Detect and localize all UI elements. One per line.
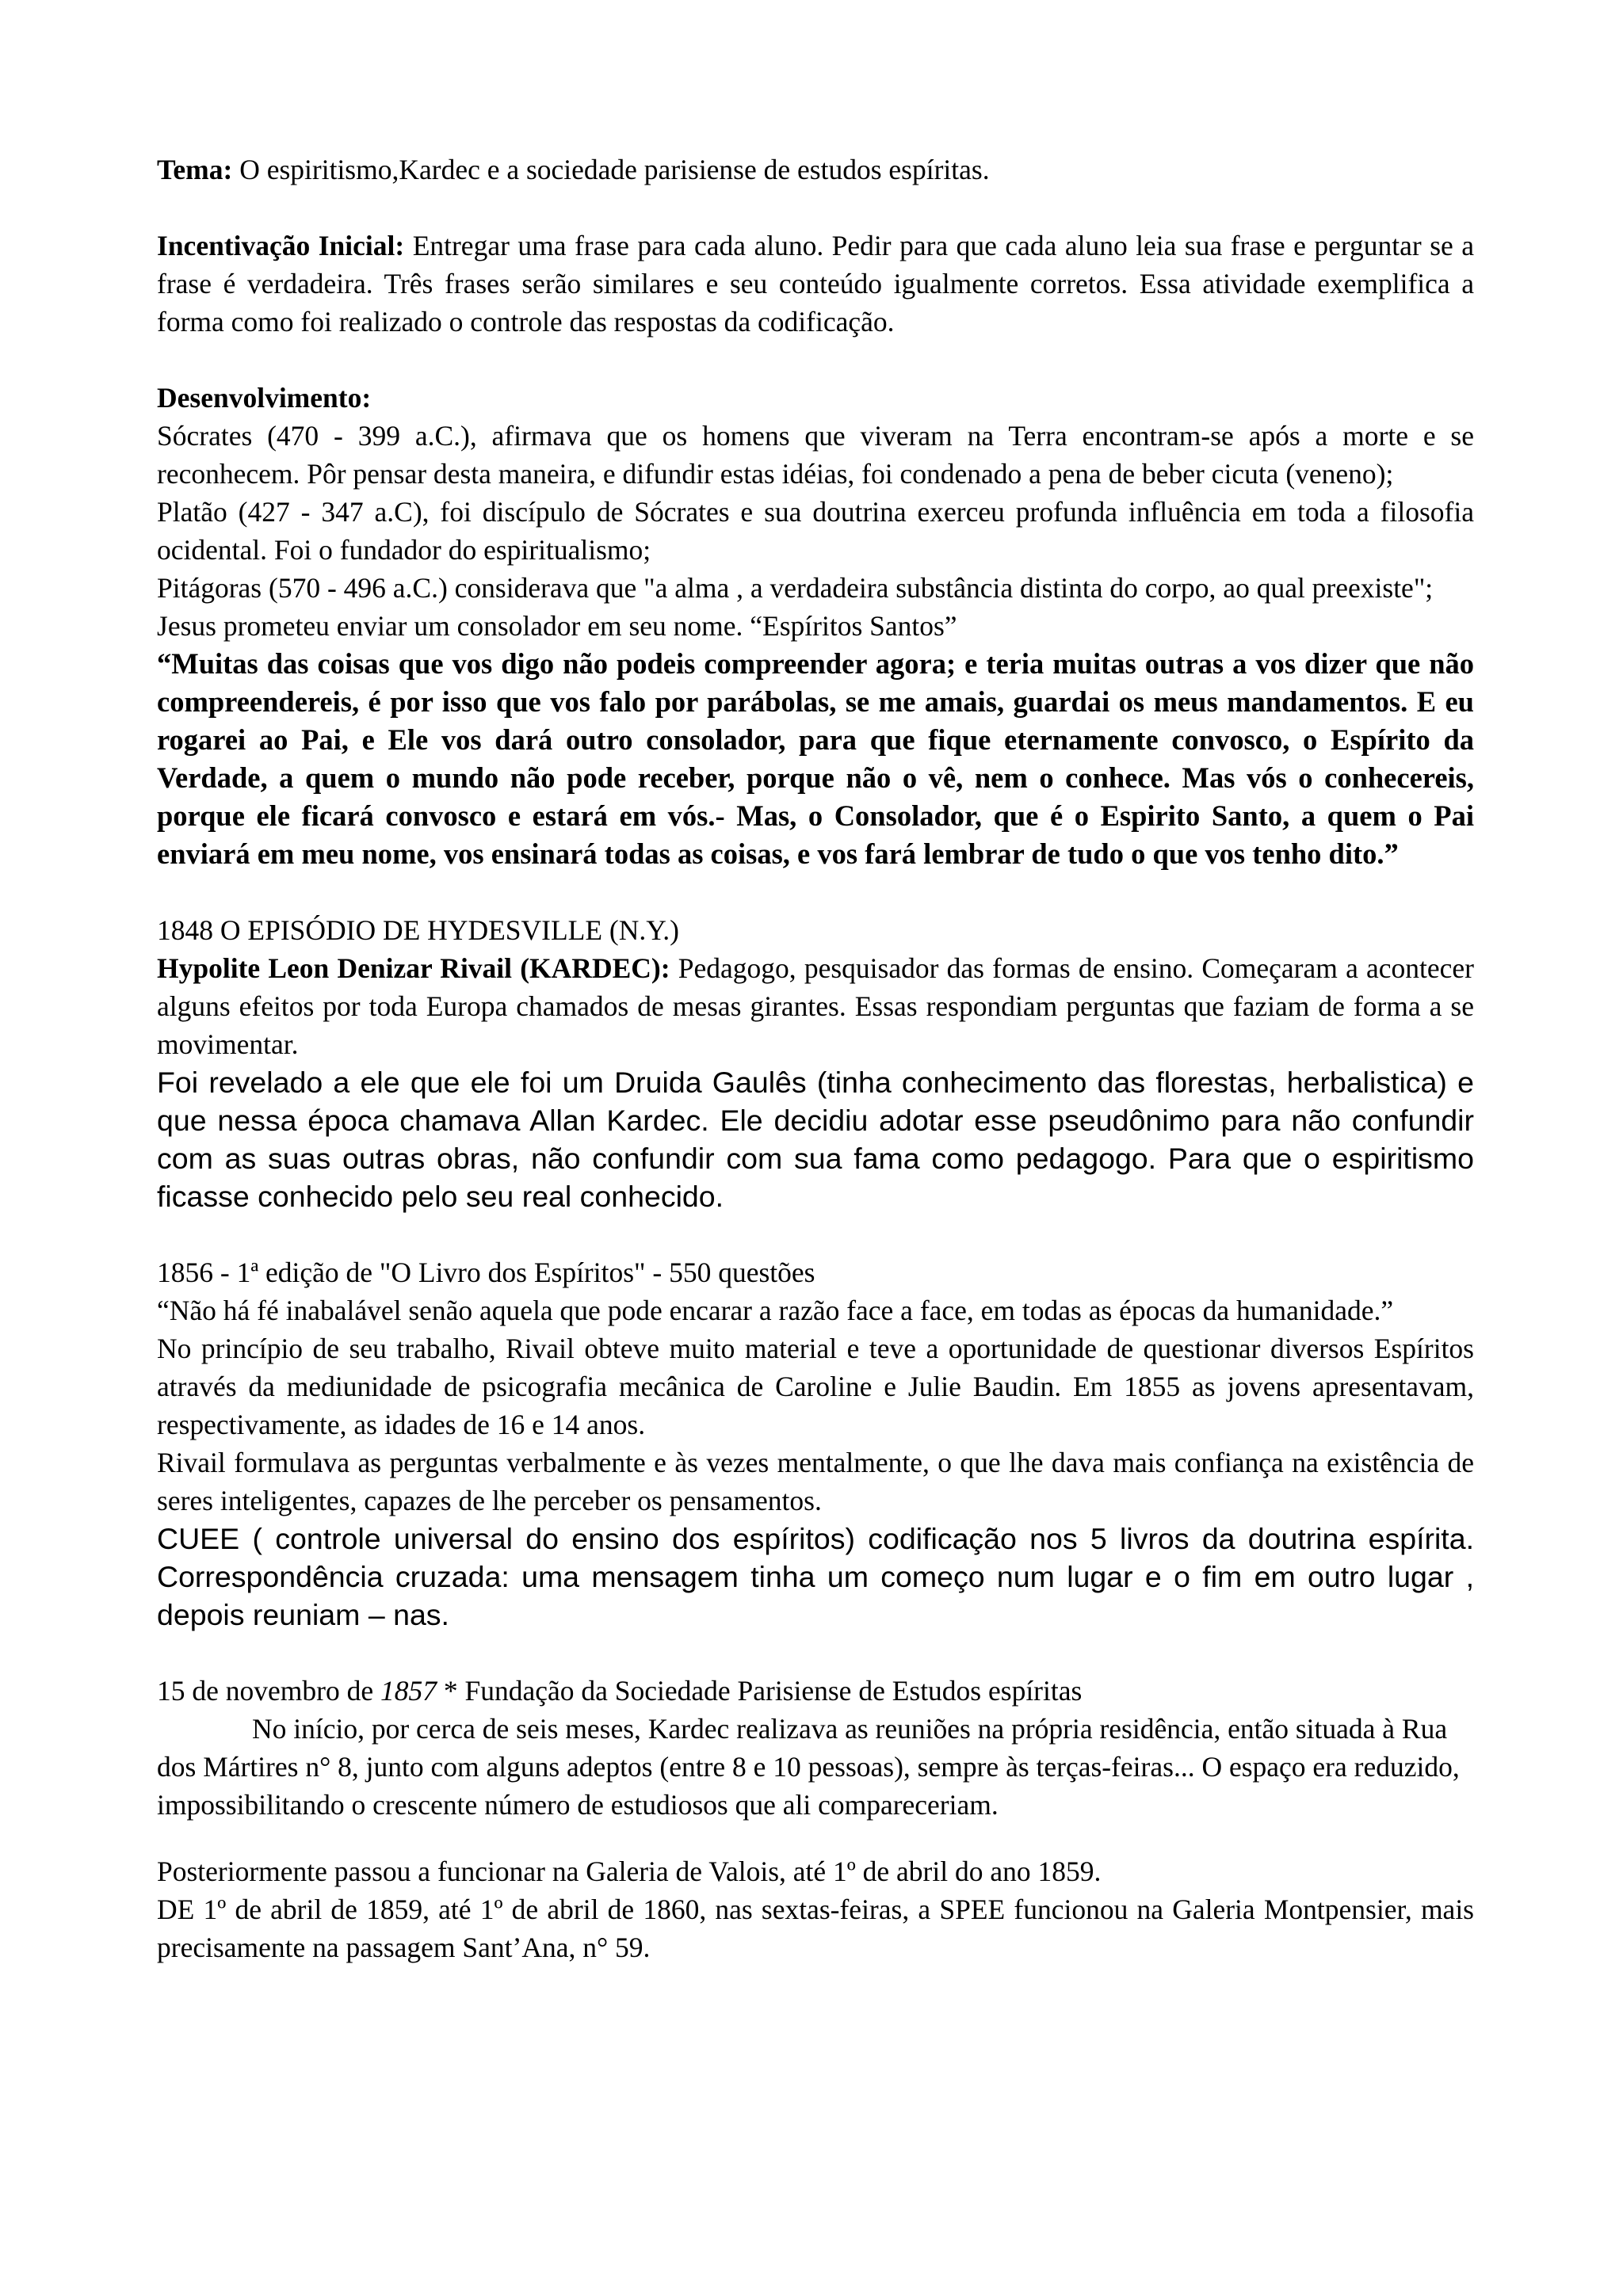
fundacao-heading: 15 de novembro de 1857 * Fundação da Sociedade Parisiense de Estudos espíritas [157,1675,1083,1707]
tema-label: Tema: [157,154,233,185]
hydesville-heading: 1848 O EPISÓDIO DE HYDESVILLE (N.Y.) [157,914,680,946]
tema-paragraph [157,151,1474,189]
montpensier-paragraph: DE 1º de abril de 1859, até 1º de abril de 1860, nas sextas-feiras, a SPEE funcionou na Galeria Montpensier, mais precisamente na passagem Sant’Ana, n° 59. [157,1894,1474,1963]
bible-quote: “Muitas das coisas que vos digo não podeis compreender agora; e teria muitas outras a vos dizer que não compreendereis, é por isso que vos falo por parábolas, se me amais, guardai os meus mandamentos. E eu rogarei ao Pai, e Ele vos dará outro consolador, para que fique eternamente convosco, o Espírito da Verdade, a quem o mundo não pode receber, porque não o vê, nem o conhece. Mas vós o conhecereis, porque ele ficará convosco e estará em vós.- Mas, o Consolador, que é o Espirito Santo, a quem o Pai enviará em meu nome, vos ensinará todas as coisas, e vos fará lembrar de tudo o que vos tenho dito.” [157,647,1474,870]
druida-paragraph: Foi revelado a ele que ele foi um Druida Gaulês (tinha conhecimento das florestas, herbalistica) e que nessa época chamava Allan Kardec. Ele decidiu adotar esse pseudônimo para não confundir com as suas outras obras, não confundir com sua fama como pedagogo. Para que o espiritismo ficasse conhecido pelo seu real conhecido. [157,1066,1474,1213]
formulava-paragraph: Rivail formulava as perguntas verbalmente e às vezes mentalmente, o que lhe dava mais confiança na existência de seres inteligentes, capazes de lhe perceber os pensamentos. [157,1447,1474,1516]
desenvolvimento-heading: Desenvolvimento: [157,382,372,414]
livro-quote: “Não há fé inabalável senão aquela que pode encarar a razão face a face, em todas as épocas da humanidade.” [157,1295,1394,1326]
cuee-paragraph: CUEE ( controle universal do ensino dos espíritos) codificação nos 5 livros da doutrina espírita. Correspondência cruzada: uma mensagem tinha um começo num lugar e o fim em outro lugar , depois reuniam – nas. [157,1522,1474,1631]
fundacao-year: 1857 [380,1675,437,1707]
platao-paragraph: Platão (427 - 347 a.C), foi discípulo de Sócrates e sua doutrina exerceu profunda influência em toda a filosofia ocidental. Foi o fundador do espiritualismo; [157,496,1474,566]
document-body [157,151,1474,1966]
kardec-text: Pedagogo, pesquisador das formas de ensino. Começaram a acontecer alguns efeitos por toda Europa chamados de mesas girantes. Essas respondiam perguntas que faziam de forma a se movimentar. [157,952,1474,1060]
jesus-paragraph: Jesus prometeu enviar um consolador em seu nome. “Espíritos Santos” [157,610,957,642]
tema-text: O espiritismo,Kardec e a sociedade parisiense de estudos espíritas. [232,154,990,185]
pitagoras-paragraph: Pitágoras (570 - 496 a.C.) considerava que "a alma , a verdadeira substância distinta do corpo, ao qual preexiste"; [157,572,1434,604]
kardec-paragraph [157,949,1474,1063]
socrates-paragraph: Sócrates (470 - 399 a.C.), afirmava que os homens que viveram na Terra encontram-se após a morte e se reconhecem. Pôr pensar desta maneira, e difundir estas idéias, foi condenado a pena de beber cicuta (veneno); [157,420,1474,490]
kardec-label: Hypolite Leon Denizar Rivail (KARDEC): [157,952,670,984]
inicio-paragraph: No início, por cerca de seis meses, Kardec realizava as reuniões na própria residência, então situada à Rua dos Mártires n° 8, junto com alguns adeptos (entre 8 e 10 pessoas), sempre às terças-feiras... O espaço era reduzido, impossibilitando o crescente número de estudiosos que ali compareceriam. [157,1713,1460,1821]
incentivacao-paragraph [157,227,1474,341]
valois-paragraph: Posteriormente passou a funcionar na Galeria de Valois, até 1º de abril do ano 1859. [157,1855,1102,1887]
principio-paragraph: No princípio de seu trabalho, Rivail obteve muito material e teve a oportunidade de questionar diversos Espíritos através da mediunidade de psicografia mecânica de Caroline e Julie Baudin. Em 1855 as jovens apresentavam, respectivamente, as idades de 16 e 14 anos. [157,1333,1474,1440]
livro-heading: 1856 - 1ª edição de "O Livro dos Espíritos" - 550 questões [157,1257,815,1288]
incentivacao-text: Entregar uma frase para cada aluno. Pedir para que cada aluno leia sua frase e perguntar se a frase é verdadeira. Três frases serão similares e seu conteúdo igualmente corretos. Essa atividade exemplifica a forma como foi realizado o controle das respostas da codificação. [157,230,1475,338]
incentivacao-label: Incentivação Inicial: [157,230,405,261]
